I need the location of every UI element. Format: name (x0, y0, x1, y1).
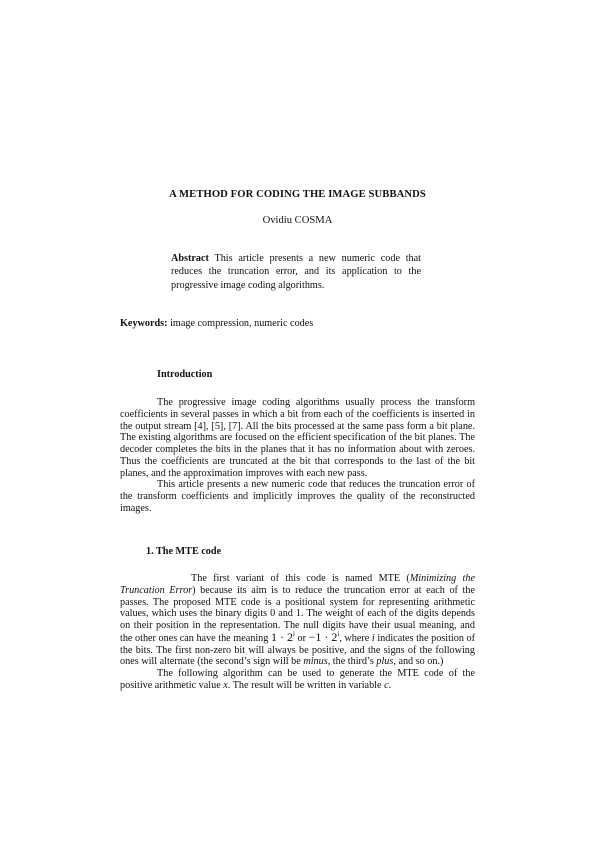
abstract-text: This article presents a new numeric code that reduces the truncation error, and its application to the progressive image coding algorithms. (171, 253, 421, 291)
math-negative-weight: $-1 \cdot 2^i$ (308, 629, 340, 644)
keywords-label: Keywords: (120, 318, 168, 329)
author-name: Ovidiu COSMA (262, 215, 333, 226)
abstract (171, 252, 421, 292)
introduction-body (120, 397, 475, 515)
intro-paragraph-2: This article presents a new numeric code that reduces the truncation error of the transform coefficients and implicitly improves the quality of the reconstructed images. (120, 479, 475, 514)
section-1-heading: 1. The MTE code (146, 546, 222, 557)
keywords (120, 318, 313, 329)
section-1-body (120, 573, 475, 692)
paper-title: A METHOD FOR CODING THE IMAGE SUBBANDS (169, 189, 426, 200)
keywords-text: image compression, numeric codes (167, 318, 314, 329)
section-1-paragraph-1: The first variant of this code is named MTE (Minimizing the Truncation Error) because its aim is to reduce the truncation error at each of the passes. The proposed MTE code is a positional system for representing arithmetic values, which uses the binary digits 0 and 1. The weight of each of the digits depends on their position in the representation. The null digits have their usual meaning, and the other ones can have the meaning $1 \cdot 2^i$ or $-1 \cdot 2^i$, where i indicates the position of the bits. The first non-zero bit will always be positive, and the signs of the following ones will alternate (the second’s sign will be minus, the third’s plus, and so on.) (120, 573, 476, 668)
intro-paragraph-1: The progressive image coding algorithms usually process the transform coefficients in several passes in which a bit from each of the coefficients is inserted in the output stream [4], [5], [7]. All the bits processed at the same pass form a bit plane. The existing algorithms are focused on the efficient specification of the bit planes. The decoder completes the bits in the planes that it has no information about with zeroes. Thus the coefficients are truncated at the bit that corresponds to the last of the bit planes, and the approximation improves with each new pass. (120, 397, 475, 479)
section-1-paragraph-2: The following algorithm can be used to generate the MTE code of the positive arithmetic value x. The result will be written in variable c. (120, 668, 475, 691)
introduction-heading: Introduction (157, 369, 213, 380)
math-positive-weight: $1 \cdot 2^i$ (270, 629, 295, 644)
abstract-label: Abstract (171, 253, 209, 264)
